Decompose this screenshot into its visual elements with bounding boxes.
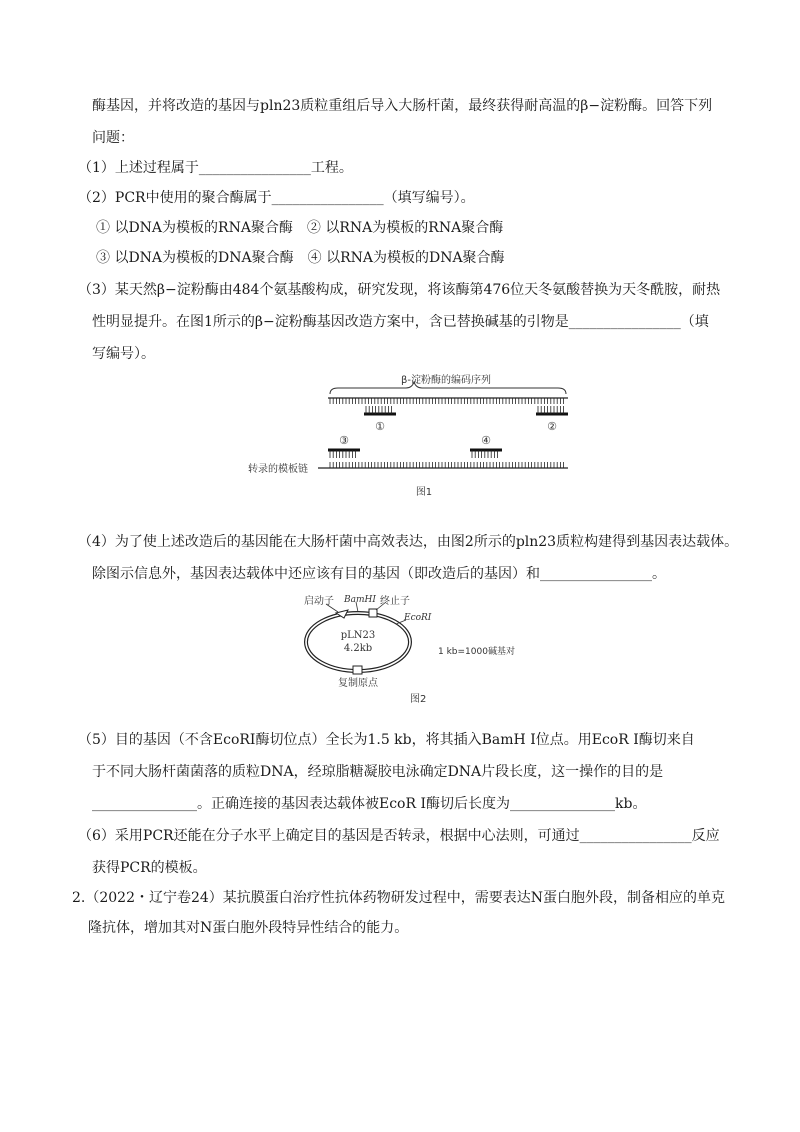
plasmid-name: pLN23 (340, 630, 376, 641)
text-line: （3）某天然β−淀粉酶由484个氨基酸构成，研究发现，将该酶第476位天冬氨酸替换为天冬酰胺，耐热 (78, 282, 721, 298)
text-line: 除图示信息外，基因表达载体中还应该有目的基因（即改造后的基因）和________________。 (92, 566, 666, 582)
ecori-label: EcoRⅠ (404, 613, 432, 623)
figure-1-caption: 图1 (415, 487, 433, 498)
text-line: （1）上述过程属于________________工程。 (78, 160, 353, 176)
figure-2-plasmid-map (296, 590, 536, 708)
figure-2-caption: 图2 (410, 694, 427, 705)
template-strand-ticks (330, 462, 564, 468)
text-line: （5）目的基因（不含EcoRI酶切位点）全长为1.5 kb，将其插入BamH Ⅰ位点。用EcoR Ⅰ酶切来自 (78, 732, 695, 748)
primer-label-2: ② (547, 420, 557, 433)
text-line: 2.（2022・辽宁卷24）某抗膜蛋白治疗性抗体药物研发过程中，需要表达N蛋白胞外段，制备相应的单克 (72, 890, 726, 906)
text-line: （2）PCR中使用的聚合酶属于________________（填写编号）。 (78, 190, 475, 206)
text-line: 获得PCR的模板。 (92, 860, 207, 876)
bamhi-label: BamHⅠ (344, 595, 376, 605)
primer-label-3: ③ (339, 434, 349, 447)
figure-1-diagram (246, 372, 576, 502)
text-line: 于不同大肠杆菌菌落的质粒DNA，经琼脂糖凝胶电泳确定DNA片段长度，这一操作的目的是 (92, 764, 664, 780)
text-line: 隆抗体，增加其对N蛋白胞外段特异性结合的能力。 (88, 920, 409, 936)
coding-strand-ticks (330, 398, 564, 404)
text-line: （4）为了使上述改造后的基因能在大肠杆菌中高效表达，由图2所示的pln23质粒构建得到基因表达载体。 (78, 534, 739, 550)
plasmid-ring-inner (306, 613, 410, 671)
primer-label-4: ④ (481, 434, 491, 447)
text-line: 性明显提升。在图1所示的β−淀粉酶基因改造方案中，含已替换碱基的引物是________________（填 (92, 314, 709, 330)
origin-box (353, 666, 362, 674)
figure-1-title: β-淀粉酶的编码序列 (401, 375, 491, 386)
text-line: _______________。正确连接的基因表达载体被EcoR Ⅰ酶切后长度为_______________kb。 (92, 796, 647, 812)
origin-label: 复制原点 (338, 678, 378, 689)
template-strand-label: 转录的模板链 (248, 464, 308, 475)
text-line: （6）采用PCR还能在分子水平上确定目的基因是否转录，根据中心法则，可通过________________反应 (78, 828, 720, 844)
text-line: 酶基因，并将改造的基因与pln23质粒重组后导入大肠杆菌，最终获得耐高温的β−淀粉酶。回答下列 (92, 98, 713, 114)
terminator-box (369, 609, 377, 617)
text-line: ③ 以DNA为模板的DNA聚合酶 ④ 以RNA为模板的DNA聚合酶 (96, 250, 505, 266)
text-line: 写编号）。 (92, 346, 155, 362)
text-line: 问题： (92, 130, 134, 146)
plasmid-size: 4.2kb (343, 643, 373, 654)
promoter-label: 启动子 (304, 596, 334, 607)
text-line: ① 以DNA为模板的RNA聚合酶 ② 以RNA为模板的RNA聚合酶 (96, 220, 504, 236)
terminator-label: 终止子 (380, 596, 410, 607)
unit-note: 1 kb=1000碱基对 (438, 647, 515, 657)
primer-label-1: ① (375, 420, 385, 433)
